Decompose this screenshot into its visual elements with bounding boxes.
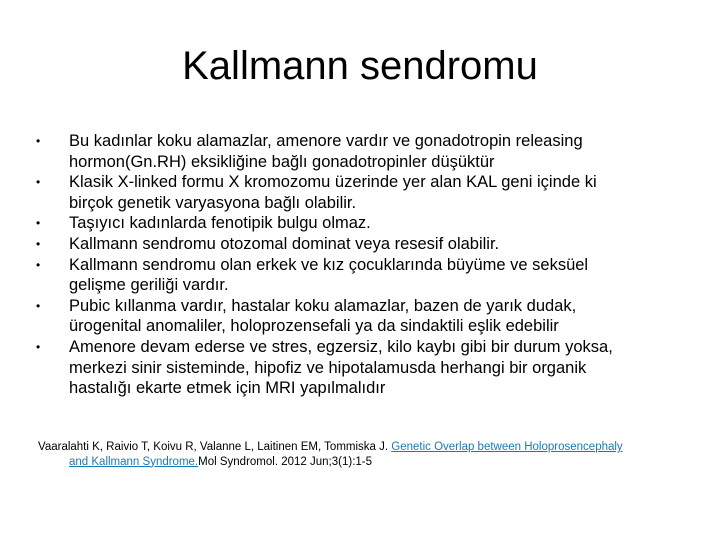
reference-link[interactable]: Genetic Overlap between Holoprosencephaly (391, 441, 623, 453)
bullet-item (36, 337, 696, 399)
bullet-item (36, 234, 696, 255)
bullet-line: Taşıyıcı kadınlarda fenotipik bulgu olmaz. (69, 214, 371, 233)
bullet-line: hormon(Gn.RH) eksikliğine bağlı gonadotropinler düşüktür (69, 152, 495, 171)
bullet-line: merkezi sinir sisteminde, hipofiz ve hipotalamusda herhangi bir organik (69, 358, 587, 377)
bullet-line: Kallmann sendromu olan erkek ve kız çocuklarında büyüme ve seksüel (69, 255, 589, 274)
bullet-item (36, 172, 696, 213)
bullet-line: Klasik X-linked formu X kromozomu üzerinde yer alan KAL geni içinde ki (69, 173, 597, 192)
bullet-marker: • (36, 257, 41, 272)
bullet-line: Pubic kıllanma vardır, hastalar koku alamazlar, bazen de yarık dudak, (69, 296, 577, 315)
bullet-line: birçok genetik varyasyona bağlı olabilir. (69, 193, 357, 212)
bullet-marker: • (36, 175, 41, 190)
bullet-marker: • (36, 216, 41, 231)
bullet-item (36, 131, 696, 172)
bullet-line: hastalığı ekarte etmek için MRI yapılmalıdır (69, 379, 386, 398)
bullet-item (36, 255, 696, 296)
bullet-marker: • (36, 236, 41, 251)
bullet-line: Kallmann sendromu otozomal dominat veya resesif olabilir. (69, 234, 500, 253)
reference-citation (38, 440, 678, 469)
bullet-item (36, 296, 696, 337)
bullet-line: ürogenital anomaliler, holoprozensefali ya da sindaktili eşlik edebilir (69, 317, 559, 336)
bullet-item (36, 213, 696, 234)
reference-authors: Vaaralahti K, Raivio T, Koivu R, Valanne L, Laitinen EM, Tommiska J. (38, 441, 392, 453)
reference-link-continued[interactable]: and Kallmann Syndrome. (69, 455, 199, 468)
reference-journal: Mol Syndromol. 2012 Jun;3(1):1-5 (198, 455, 373, 468)
slide-title: Kallmann sendromu (182, 44, 538, 88)
bullet-marker: • (36, 134, 41, 148)
bullet-line: Amenore devam ederse ve stres, egzersiz, kilo kaybı gibi bir durum yoksa, (69, 337, 613, 356)
bullet-marker: • (36, 339, 41, 354)
bullet-marker: • (36, 298, 41, 313)
bullet-line: Bu kadınlar koku alamazlar, amenore vardır ve gonadotropin releasing (69, 132, 583, 150)
bullet-list (36, 131, 696, 399)
bullet-line: gelişme geriliği vardır. (69, 276, 229, 295)
